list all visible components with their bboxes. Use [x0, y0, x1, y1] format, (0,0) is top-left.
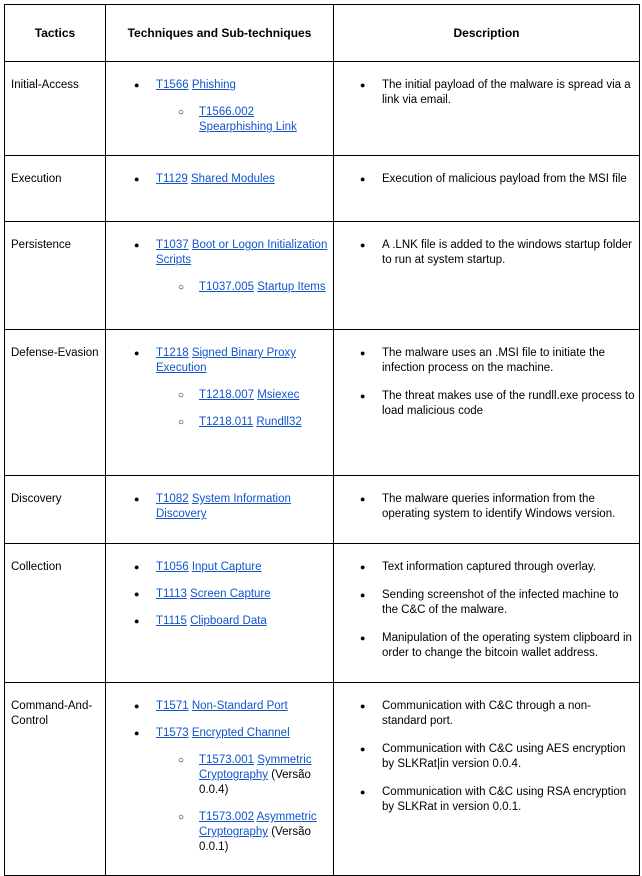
- techniques-cell: [106, 476, 334, 544]
- technique-name-link[interactable]: Boot or Logon Initialization Scripts: [156, 239, 328, 266]
- technique-name-link[interactable]: Input Capture: [191, 561, 262, 573]
- technique-id-link[interactable]: T1571: [156, 700, 189, 712]
- description-item: ● Sending screenshot of the infected machine to the C&C of the malware.: [334, 588, 635, 618]
- technique-item: [106, 105, 329, 135]
- technique-name-link[interactable]: Symmetric Cryptography: [199, 754, 312, 781]
- technique-id-link[interactable]: T1573: [156, 727, 189, 739]
- technique-id-link[interactable]: T1115: [156, 615, 187, 627]
- description-cell: [334, 683, 640, 876]
- technique-id-link[interactable]: T1218: [156, 347, 189, 359]
- technique-item: [106, 699, 329, 714]
- technique-name-link[interactable]: Phishing: [191, 79, 236, 91]
- table-row: [5, 222, 640, 330]
- technique-version: (Versão 0.0.1): [199, 826, 311, 853]
- description-item: ● Manipulation of the operating system clipboard in order to change the bitcoin wallet address.: [334, 631, 635, 661]
- technique-name-link[interactable]: Spearphishing Link: [199, 121, 297, 133]
- description-item: ● Execution of malicious payload from the MSI file: [334, 172, 635, 187]
- technique-id-link[interactable]: T1129: [156, 173, 188, 185]
- technique-id-link[interactable]: T1056: [156, 561, 189, 573]
- technique-name-link[interactable]: Non-Standard Port: [191, 700, 288, 712]
- technique-id-link[interactable]: T1573.002: [199, 811, 254, 823]
- technique-id-link[interactable]: T1037.005: [199, 281, 254, 293]
- table-row: [5, 544, 640, 683]
- description-item: ● The threat makes use of the rundll.exe process to load malicious code: [334, 389, 635, 419]
- technique-item: [106, 492, 329, 522]
- technique-item: [106, 587, 329, 602]
- technique-id-link[interactable]: T1566.002: [199, 106, 254, 118]
- tactic-cell: Collection: [5, 544, 106, 683]
- header-description: Description: [334, 5, 640, 62]
- header-tactics: Tactics: [5, 5, 106, 62]
- technique-id-link[interactable]: T1573.001: [199, 754, 254, 766]
- technique-item: [106, 346, 329, 376]
- technique-id-link[interactable]: T1082: [156, 493, 189, 505]
- description-cell: [334, 330, 640, 476]
- description-cell: [334, 222, 640, 330]
- techniques-cell: [106, 683, 334, 876]
- tactic-cell: Persistence: [5, 222, 106, 330]
- techniques-cell: [106, 330, 334, 476]
- table-row: [5, 476, 640, 544]
- technique-name-link[interactable]: Shared Modules: [190, 173, 275, 185]
- header-techniques: Techniques and Sub-techniques: [106, 5, 334, 62]
- tactic-cell: Defense-Evasion: [5, 330, 106, 476]
- technique-id-link[interactable]: T1037: [156, 239, 189, 251]
- technique-item: [106, 614, 329, 629]
- description-cell: [334, 156, 640, 222]
- technique-name-link[interactable]: Startup Items: [257, 281, 326, 293]
- techniques-cell: [106, 62, 334, 156]
- technique-item: [106, 753, 329, 798]
- description-cell: [334, 544, 640, 683]
- technique-item: [106, 172, 329, 187]
- technique-id-link[interactable]: T1218.007: [199, 389, 254, 401]
- tactic-cell: Execution: [5, 156, 106, 222]
- technique-name-link[interactable]: Rundll32: [256, 416, 302, 428]
- technique-name-link[interactable]: Encrypted Channel: [191, 727, 290, 739]
- technique-item: [106, 810, 329, 855]
- technique-id-link[interactable]: T1566: [156, 79, 189, 91]
- technique-version: (Versão 0.0.4): [199, 769, 311, 796]
- description-item: ● Text information captured through overlay.: [334, 560, 635, 575]
- description-cell: [334, 62, 640, 156]
- tactic-cell: Initial-Access: [5, 62, 106, 156]
- technique-name-link[interactable]: Asymmetric Cryptography: [199, 811, 317, 838]
- tactics-table: [4, 4, 640, 876]
- technique-item: [106, 415, 329, 430]
- technique-item: [106, 78, 329, 93]
- technique-name-link[interactable]: Screen Capture: [190, 588, 271, 600]
- technique-item: [106, 560, 329, 575]
- technique-name-link[interactable]: System Information Discovery: [156, 493, 291, 520]
- technique-item: [106, 280, 329, 295]
- technique-item: [106, 238, 329, 268]
- techniques-cell: [106, 156, 334, 222]
- description-item: ● The malware uses an .MSI file to initiate the infection process on the machine.: [334, 346, 635, 376]
- technique-id-link[interactable]: T1218.011: [199, 416, 254, 428]
- description-item: ● Communication with C&C through a non-standard port.: [334, 699, 635, 729]
- table-row: [5, 683, 640, 876]
- description-item: ● The initial payload of the malware is spread via a link via email.: [334, 78, 635, 108]
- description-item: ● Communication with C&C using AES encryption by SLKRat|in version 0.0.4.: [334, 742, 635, 772]
- table-row: [5, 156, 640, 222]
- description-cell: [334, 476, 640, 544]
- header-row: [5, 5, 640, 62]
- technique-name-link[interactable]: Clipboard Data: [190, 615, 267, 627]
- technique-item: [106, 726, 329, 741]
- technique-name-link[interactable]: Signed Binary Proxy Execution: [156, 347, 297, 374]
- description-item: ● Communication with C&C using RSA encryption by SLKRat in version 0.0.1.: [334, 785, 635, 815]
- technique-name-link[interactable]: Msiexec: [257, 389, 300, 401]
- tactic-cell: Discovery: [5, 476, 106, 544]
- techniques-cell: [106, 222, 334, 330]
- technique-id-link[interactable]: T1113: [156, 588, 187, 600]
- techniques-cell: [106, 544, 334, 683]
- description-item: ● A .LNK file is added to the windows startup folder to run at system startup.: [334, 238, 635, 268]
- table-row: [5, 62, 640, 156]
- tactic-cell: Command-And-Control: [5, 683, 106, 876]
- technique-item: [106, 388, 329, 403]
- table-row: [5, 330, 640, 476]
- description-item: ● The malware queries information from the operating system to identify Windows version.: [334, 492, 635, 522]
